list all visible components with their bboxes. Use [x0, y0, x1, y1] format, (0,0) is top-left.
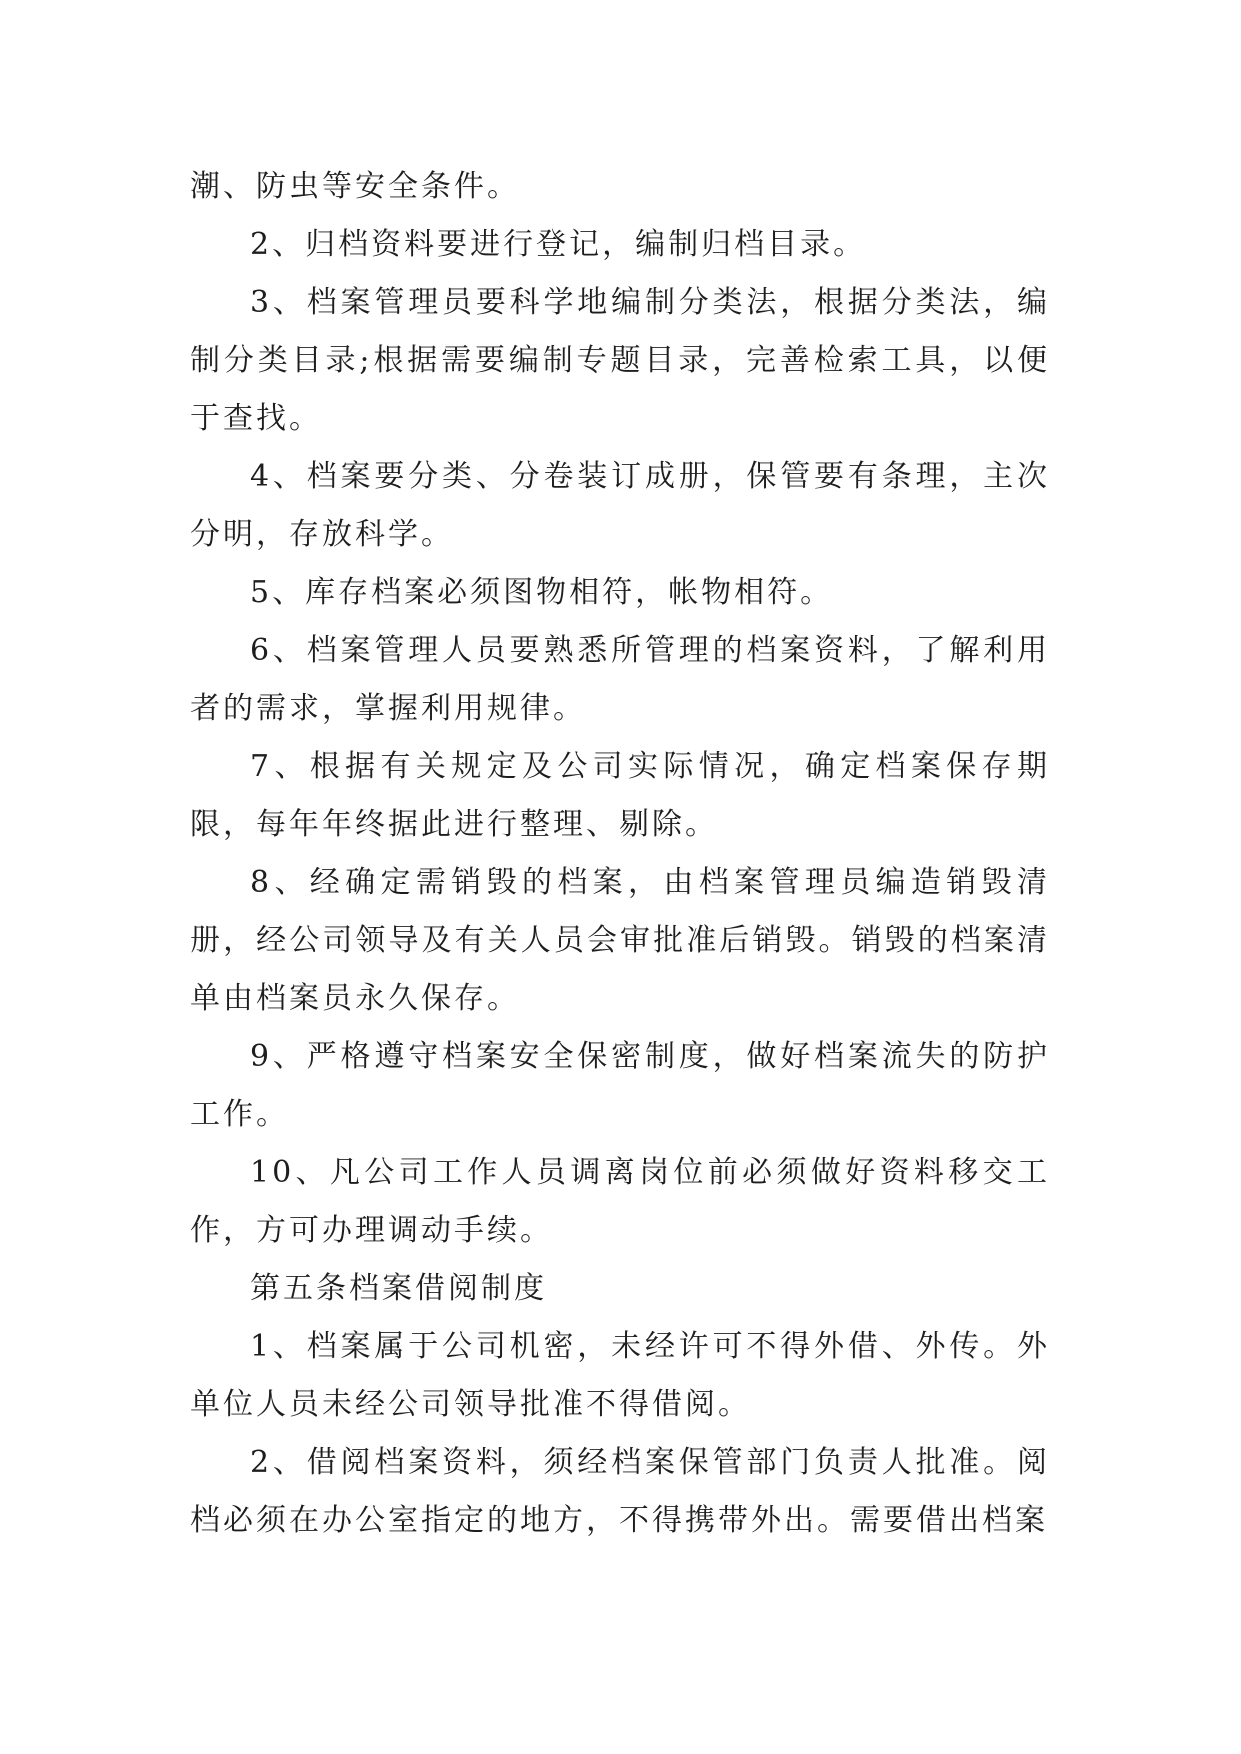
paragraph-borrow-2: 2、借阅档案资料，须经档案保管部门负责人批准。阅档必须在办公室指定的地方，不得携带外出。需要借出档案 [190, 1445, 1050, 1538]
document-body [190, 158, 1050, 1550]
paragraph-item-7: 7、根据有关规定及公司实际情况，确定档案保存期限，每年年终据此进行整理、剔除。 [190, 749, 1050, 842]
paragraph-item-3: 3、档案管理员要科学地编制分类法，根据分类法，编制分类目录;根据需要编制专题目录，完善检索工具，以便于查找。 [190, 285, 1050, 436]
paragraph-item-5: 5、库存档案必须图物相符，帐物相符。 [250, 575, 834, 610]
paragraph-borrow-1: 1、档案属于公司机密，未经许可不得外借、外传。外单位人员未经公司领导批准不得借阅。 [190, 1329, 1050, 1422]
paragraph-item-4: 4、档案要分类、分卷装订成册，保管要有条理，主次分明，存放科学。 [190, 459, 1050, 552]
paragraph-item-9: 9、严格遵守档案安全保密制度，做好档案流失的防护工作。 [190, 1039, 1050, 1132]
paragraph-item-6: 6、档案管理人员要熟悉所管理的档案资料，了解利用者的需求，掌握利用规律。 [190, 633, 1050, 726]
paragraph-item-2: 2、归档资料要进行登记，编制归档目录。 [250, 227, 867, 262]
paragraph-item-8: 8、经确定需销毁的档案，由档案管理员编造销毁清册，经公司领导及有关人员会审批准后销毁。销毁的档案清单由档案员永久保存。 [190, 865, 1050, 1016]
paragraph-item-10: 10、凡公司工作人员调离岗位前必须做好资料移交工作，方可办理调动手续。 [190, 1155, 1050, 1248]
paragraph-continuation: 潮、防虫等安全条件。 [190, 169, 520, 204]
section-heading: 第五条档案借阅制度 [250, 1271, 547, 1306]
